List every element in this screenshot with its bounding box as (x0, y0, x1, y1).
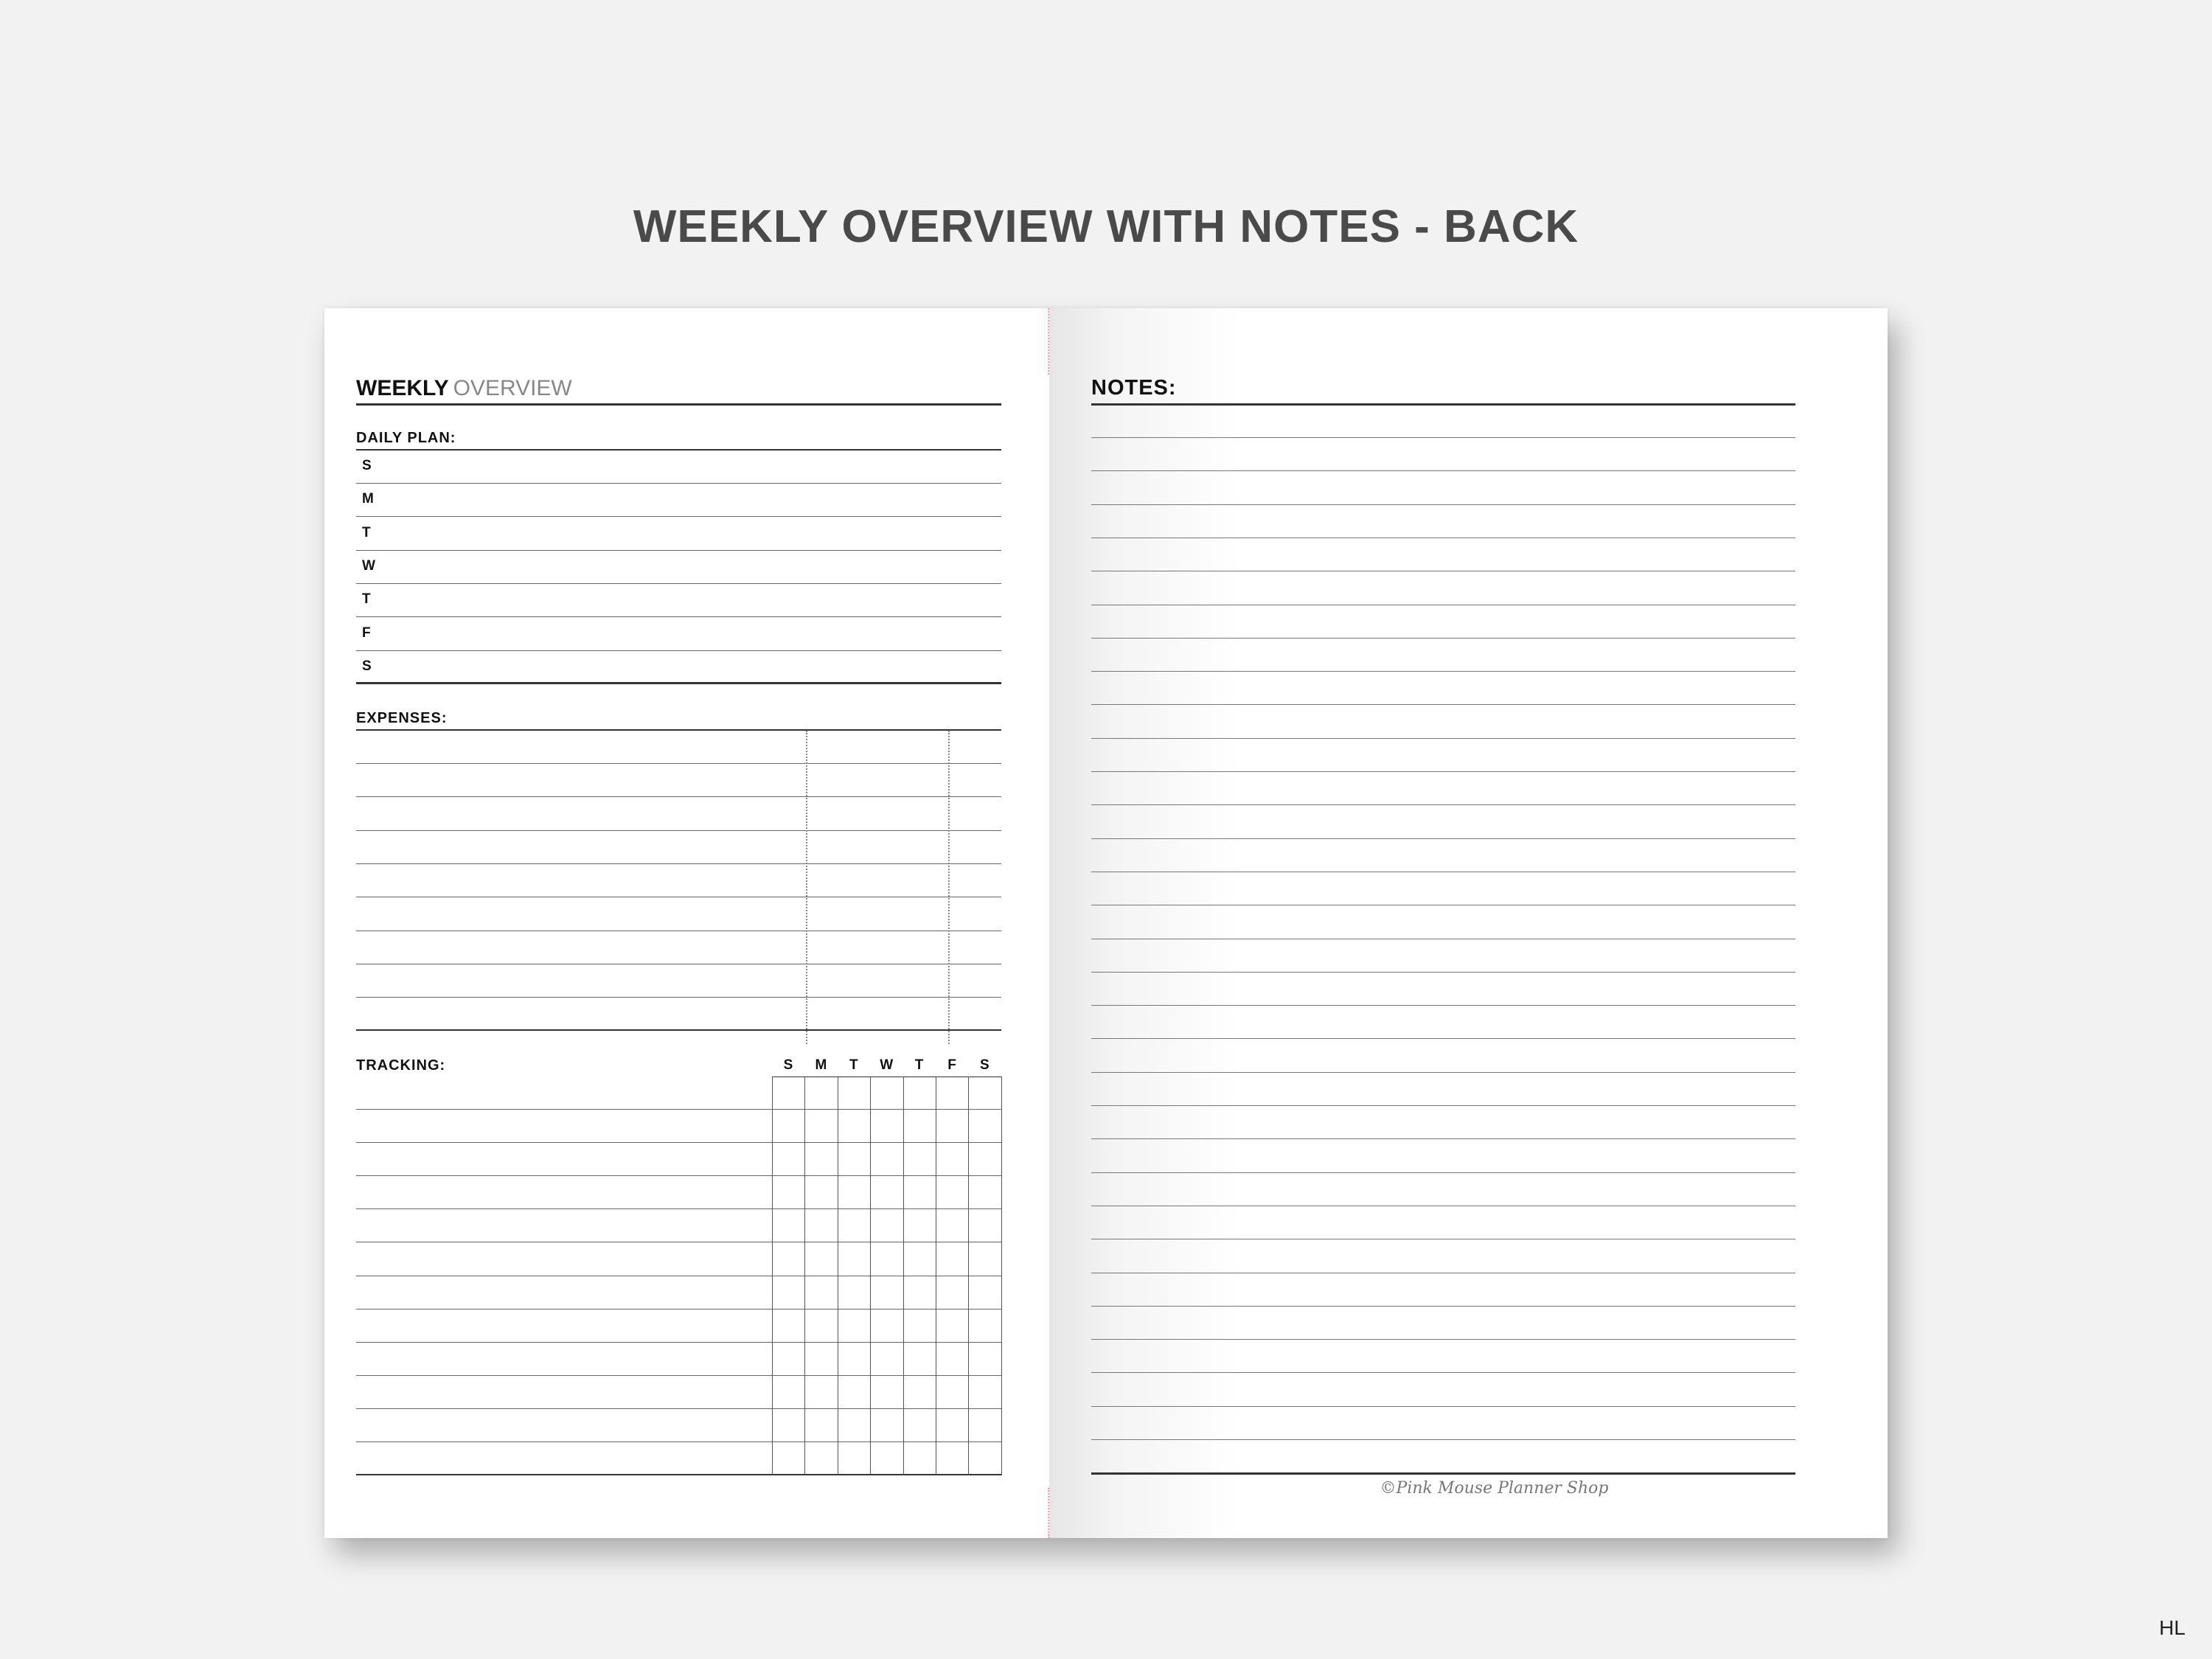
note-line (1091, 1372, 1795, 1373)
shop-signature: ©Pink Mouse Planner Shop (1380, 1479, 1609, 1498)
header-weekly: WEEKLY (356, 376, 449, 400)
tracking-row (356, 1110, 1001, 1143)
tracking-day-header: T (914, 1057, 924, 1073)
daily-plan-row (356, 618, 1001, 651)
tracking-row (356, 1442, 1001, 1475)
note-line (1091, 1172, 1795, 1173)
note-line (1091, 1038, 1795, 1039)
note-line (1091, 1005, 1795, 1006)
tracking-row (356, 1409, 1001, 1442)
note-line (1091, 1306, 1795, 1307)
tracking-day-header: T (849, 1057, 858, 1073)
left-page (324, 308, 1049, 1538)
daily-plan-row (356, 651, 1001, 684)
note-line (1091, 1439, 1795, 1440)
note-line (1091, 1072, 1795, 1073)
note-line (1091, 838, 1795, 839)
daily-plan-row (356, 551, 1001, 584)
planner-spread (324, 308, 1888, 1538)
expense-row (356, 998, 1001, 1031)
note-line (1091, 504, 1795, 505)
note-line (1091, 704, 1795, 705)
expense-row (356, 731, 1001, 764)
daily-plan-row (356, 518, 1001, 551)
expense-row (356, 764, 1001, 797)
expenses-divider-amount (806, 731, 807, 1044)
tracking-grid-line (804, 1077, 805, 1475)
note-line (1091, 1339, 1795, 1340)
tracking-row (356, 1343, 1001, 1376)
tracking-day-header: W (880, 1057, 894, 1073)
day-letter: F (362, 625, 371, 641)
tracking-row (356, 1276, 1001, 1310)
expense-row (356, 931, 1001, 964)
note-line (1091, 1105, 1795, 1106)
tracking-row (356, 1077, 1001, 1110)
expense-row (356, 831, 1001, 864)
corner-tag: HL (2159, 1616, 2185, 1639)
tracking-row (356, 1143, 1001, 1176)
note-line (1091, 1138, 1795, 1139)
day-letter: T (362, 524, 371, 540)
tracking-grid-line (1001, 1077, 1002, 1475)
day-letter: T (362, 591, 371, 608)
tracking-grid-line (968, 1077, 969, 1475)
expense-row (356, 964, 1001, 998)
header-overview: OVERVIEW (453, 376, 572, 400)
expense-row (356, 798, 1001, 831)
notes-header: NOTES: (1091, 376, 1795, 406)
tracking-row (356, 1209, 1001, 1242)
daily-plan-row (356, 484, 1001, 517)
tracking-row (356, 1176, 1001, 1209)
note-line (1091, 771, 1795, 772)
tracking-grid-line (772, 1077, 773, 1475)
tracking-row (356, 1376, 1001, 1409)
expenses-divider-check (948, 731, 950, 1044)
daily-plan-label: DAILY PLAN: (356, 430, 456, 446)
note-line (1091, 638, 1795, 639)
note-line (1091, 1472, 1795, 1475)
day-letter: W (362, 557, 375, 574)
expense-row (356, 864, 1001, 897)
tracking-day-header: S (783, 1057, 793, 1073)
note-line (1091, 1406, 1795, 1407)
day-letter: S (362, 458, 372, 473)
weekly-overview-header (356, 376, 1001, 406)
daily-plan-row (356, 451, 1001, 484)
daily-plan-row (356, 584, 1001, 617)
tracking-row (356, 1310, 1001, 1343)
note-line (1091, 671, 1795, 672)
note-line (1091, 972, 1795, 973)
expenses-label: EXPENSES: (356, 710, 448, 726)
day-letter: M (362, 491, 374, 507)
note-line (1091, 437, 1795, 438)
note-line (1091, 738, 1795, 739)
tracking-grid-line (903, 1077, 904, 1475)
tracking-day-header: F (947, 1057, 956, 1073)
note-line (1091, 470, 1795, 471)
day-letter: S (362, 658, 372, 674)
page-title: WEEKLY OVERVIEW WITH NOTES - BACK (633, 201, 1579, 252)
tracking-label: TRACKING: (356, 1057, 446, 1074)
tracking-grid-line (870, 1077, 871, 1475)
note-line (1091, 804, 1795, 805)
expense-row (356, 898, 1001, 931)
tracking-row (356, 1243, 1001, 1276)
right-page (1049, 308, 1888, 1538)
tracking-day-header: S (980, 1057, 990, 1073)
tracking-day-header: M (815, 1057, 827, 1073)
